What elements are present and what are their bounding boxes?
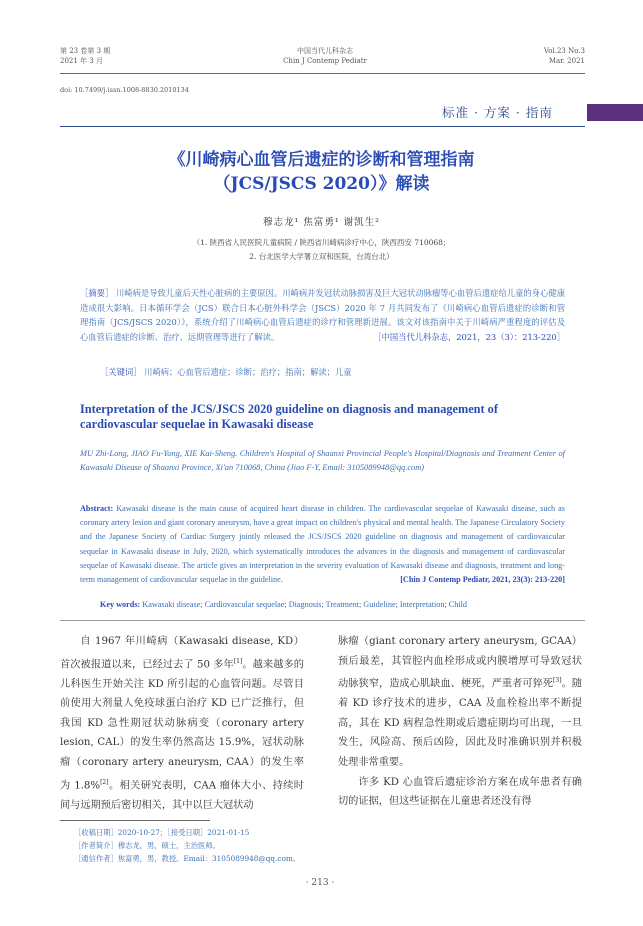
body-column-right (338, 632, 582, 812)
reference-mark: [3] (553, 677, 562, 685)
abstract-en-citation: [Chin J Contemp Pediatr, 2021, 23(3): 213-220] (400, 575, 565, 585)
header-divider (60, 73, 585, 74)
page-number: · 213 · (305, 878, 335, 888)
abstract-cn (80, 286, 565, 344)
header-volume: 第 23 卷第 3 期 (60, 47, 111, 55)
title-cn-line1: 《川崎病心血管后遗症的诊断和管理指南 (168, 150, 475, 170)
section-label: 标准 · 方案 · 指南 (442, 105, 553, 120)
title-cn-line2: （JCS/JSCS 2020）》解读 (213, 174, 430, 194)
body-paragraph (60, 632, 304, 815)
footnote-correspondence: ［通信作者］焦富勇，男，教授。Email：3105089948@qq.com。 (74, 854, 301, 863)
keywords-en-text: Kawasaki disease; Cardiovascular sequelae; Diagnosis; Treatment; Guideline; Interpretation; Child (142, 600, 467, 609)
header-journal-cn: 中国当代儿科杂志 (297, 47, 353, 55)
footnote-author-bio: ［作者简介］穆志龙，男，硕士，主治医师。 (74, 841, 220, 850)
header-vol-en: Vol.23 No.3 (543, 47, 585, 55)
keywords-cn (100, 366, 352, 378)
body-paragraph: 许多 KD 心血管后遗症诊治方案在成年患者有确切的证据，但这些证据在儿童患者还没有得 (338, 776, 582, 808)
abstract-en-tag: Abstract: (80, 504, 114, 513)
header-journal-en: Chin J Contemp Pediatr (283, 57, 367, 65)
body-divider (60, 620, 585, 621)
section-divider (60, 126, 585, 127)
header-date-en: Mar. 2021 (548, 57, 585, 65)
body-text: 。越来越多的儿科医生开始关注 KD 所引起的心血管问题。尽管目前使用大剂量人免疫球蛋白治疗 KD 已广泛推行，但我国 KD 急性期冠状动脉病变（coronary artery lesion, CAL）的发生率仍然高达 15.9%，冠状动脉瘤（coronary artery aneurysm, CAA）的发生率为 1.8% (60, 658, 304, 791)
footnotes (74, 826, 300, 865)
body-paragraph (338, 632, 582, 773)
header-issue-block (490, 46, 585, 66)
doi: doi: 10.7499/j.issn.1008-8830.2010134 (60, 86, 189, 94)
abstract-cn-citation: ［中国当代儿科杂志，2021，23（3）：213-220］ (373, 331, 565, 342)
abstract-cn-text: 川崎病是导致儿童后天性心脏病的主要原因。川崎病并发冠状动脉损害及巨大冠状动脉瘤等心血管后遗症给儿童的身心健康造成很大影响。日本循环学会（JCS）联合日本心脏外科学会（JSCS）2020 年 7 月共同发布了《川崎病心血管后遗症的诊断和管理指南（JCS/JSCS 2020）》，系统介绍了川崎病心血管后遗症的诊疗和管理新进展。该文对该指南中关于川崎病严重程度的评估及心血管后遗症的诊断、治疗、远期管理等进行了解读。 (80, 288, 565, 342)
body-text: 。相关研究表明，CAA 瘤体大小、持续时间与远期预后密切相关，其中以巨大冠状动 (60, 779, 304, 811)
section-color-bar (587, 104, 643, 121)
keywords-cn-text: 川崎病；心血管后遗症；诊断；治疗；指南；解读；儿童 (144, 367, 352, 377)
footnote-divider (60, 820, 210, 821)
abstract-en-text: Kawasaki disease is the main cause of acquired heart disease in children. The cardiovascular sequelae of Kawasaki disease, such as coronary artery lesion and giant coronary aneurysm, have a great impact on children's physical and mental health. The Japanese Circulatory Society and the Japanese Society of Cardiac Surgery jointly released the JCS/JSCS 2020 guideline on diagnosis and management of cardiovascular sequelae in Kawasaki disease in July, 2020, which systematically introduces the advances in the diagnosis and management of cardiovascular sequelae of Kawasaki disease. The article gives an interpretation in the severity evaluation of Kawasaki disease and diagnosis, treatment and long-term management of cardiovascular sequelae in the guideline. (80, 504, 565, 585)
title-en: Interpretation of the JCS/JSCS 2020 guideline on diagnosis and management of cardiovascular sequelae in Kawasaki disease (80, 402, 498, 431)
header-journal-block (230, 46, 420, 66)
keywords-en-tag: Key words: (100, 600, 141, 609)
keywords-en (100, 600, 467, 609)
reference-mark: [1] (233, 657, 243, 665)
body-text: 自 1967 年川崎病（Kawasaki disease, KD）首次被报道以来，已经过去了 50 多年 (60, 636, 304, 670)
abstract-en (80, 502, 565, 587)
header-volume-block (60, 46, 140, 66)
reference-mark: [2] (100, 778, 109, 786)
affiliation-cn-2: 2. 台北医学大学署立双和医院，台湾台北） (249, 252, 394, 261)
header-date-cn: 2021 年 3 月 (60, 57, 103, 65)
affiliation-cn-1: （1. 陕西省人民医院儿童病院 / 陕西省川崎病诊疗中心，陕西西安 710068； (192, 238, 451, 247)
abstract-cn-tag: ［摘要］ (80, 288, 114, 298)
authors-en: MU Zhi-Long, JIAO Fu-Yong, XIE Kai-Sheng. Children's Hospital of Shaanxi Provincial People's Hospital/Diagnosis and Treatment Center of Kawasaki Disease of Shaanxi Province, Xi'an 710068, China (Jiao F-Y, Email: 3105089948@qq.com) (80, 449, 565, 472)
keywords-cn-tag: ［关键词］ (100, 367, 142, 377)
body-text: 脉瘤（giant coronary artery aneurysm, GCAA）预后最差，其管腔内血栓形成或内膜增厚可导致冠状动脉狭窄，造成心肌缺血、梗死，严重者可猝死 (338, 636, 582, 690)
body-column-left (60, 632, 304, 815)
body-text: 。随着 KD 诊疗技术的进步，CAA 及血栓检出率不断提高，其在 KD 病程急性期或后遗症期均可出现，一旦发生，风险高、预后凶险，因此及时准确识别并积极处理非常重要。 (338, 678, 583, 768)
footnote-dates: ［收稿日期］2020-10-27；［接受日期］2021-01-15 (74, 828, 250, 837)
authors-cn: 穆志龙¹ 焦富勇¹ 谢凯生² (263, 217, 380, 228)
